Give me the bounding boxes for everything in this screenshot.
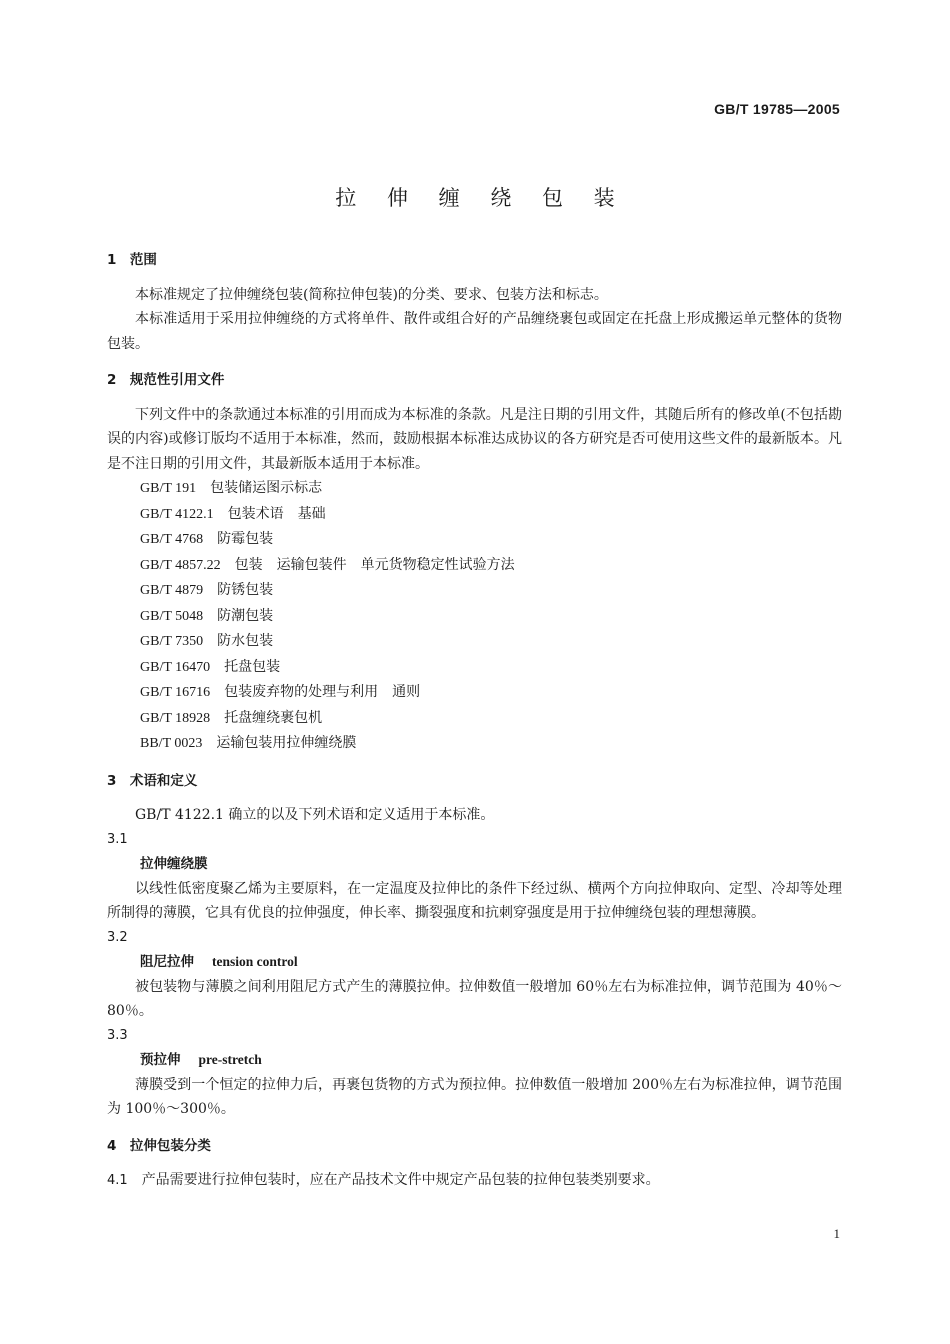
reference-title: 防霉包装 (217, 531, 274, 547)
reference-item (107, 731, 842, 757)
clause-4-1 (107, 1168, 842, 1194)
reference-item (107, 629, 842, 655)
paragraph: 本标准适用于采用拉伸缠绕的方式将单件、散件或组合好的产品缠绕裹包或固定在托盘上形成搬运单元整体的货物包装。 (107, 311, 842, 352)
term-definition: 薄膜受到一个恒定的拉伸力后，再裹包货物的方式为预拉伸。拉伸数值一般增加 200％左右为标准拉伸，调节范围为 100％～300％。 (107, 1076, 842, 1117)
reference-title: 运输包装用拉伸缠绕膜 (216, 735, 357, 751)
section-2-heading: 2 规范性引用文件 (107, 372, 225, 388)
document-title: 拉 伸 缠 绕 包 装 (335, 186, 627, 210)
term-name-zh: 拉伸缠绕膜 (140, 856, 208, 872)
reference-list (107, 476, 842, 757)
term-name (107, 950, 842, 975)
reference-code: GB/T 4122.1 (140, 506, 214, 522)
reference-item (107, 680, 842, 706)
reference-item (107, 502, 842, 528)
reference-title: 防水包装 (217, 633, 274, 649)
reference-code: GB/T 16716 (140, 685, 211, 700)
reference-item (107, 655, 842, 681)
clause-number: 4.1 (107, 1173, 128, 1188)
term-number: 3.2 (107, 929, 128, 945)
paragraph: 下列文件中的条款通过本标准的引用而成为本标准的条款。凡是注日期的引用文件，其随后所有的修改单(不包括勘误的内容)或修订版均不适用于本标准，然而，鼓励根据本标准达成协议的各方研究是否可使用这些文件的最新版本。凡是不注日期的引用文件，其最新版本适用于本标准。 (107, 406, 842, 472)
term-name-zh: 阻尼拉伸 (140, 954, 194, 970)
section-4-heading: 4 拉伸包装分类 (107, 1137, 211, 1154)
reference-item (107, 604, 842, 630)
term-name-en: tension control (212, 954, 298, 969)
reference-code: GB/T 16470 (140, 659, 211, 675)
reference-title: 包装废弃物的处理与利用 通则 (224, 684, 421, 700)
reference-item (107, 476, 842, 502)
paragraph: GB/T 4122.1 确立的以及下列术语和定义适用于本标准。 (135, 807, 495, 823)
document-id: GB/T 19785—2005 (714, 101, 840, 117)
reference-code: GB/T 4879 (140, 583, 204, 598)
reference-item (107, 527, 842, 553)
reference-title: 防锈包装 (217, 582, 274, 598)
reference-title: 托盘缠绕裹包机 (224, 709, 323, 726)
term-number: 3.3 (107, 1027, 128, 1043)
section-1-heading: 1 范围 (107, 252, 157, 268)
term-name (107, 1048, 842, 1073)
reference-title: 防潮包装 (217, 607, 274, 624)
reference-title: 包装 运输包装件 单元货物稳定性试验方法 (234, 556, 515, 573)
term-name (107, 852, 842, 877)
reference-code: GB/T 4857.22 (140, 557, 221, 573)
reference-title: 托盘包装 (224, 658, 281, 675)
reference-code: BB/T 0023 (140, 736, 203, 751)
term-name-zh: 预拉伸 (140, 1052, 181, 1068)
reference-code: GB/T 7350 (140, 634, 204, 649)
clause-text: 产品需要进行拉伸包装时，应在产品技术文件中规定产品包装的拉伸包装类别要求。 (141, 1172, 660, 1188)
section-3-heading: 3 术语和定义 (107, 772, 198, 789)
term-definition: 被包装物与薄膜之间利用阻尼方式产生的薄膜拉伸。拉伸数值一般增加 60％左右为标准拉伸，调节范围为 40％～80％。 (107, 978, 842, 1019)
page-number: 1 (833, 1226, 840, 1241)
term-number: 3.1 (107, 831, 128, 847)
reference-code: GB/T 191 (140, 481, 197, 496)
term-name-en: pre-stretch (198, 1052, 262, 1067)
reference-code: GB/T 18928 (140, 710, 211, 726)
document-body (107, 248, 842, 1194)
reference-code: GB/T 4768 (140, 532, 204, 547)
reference-item (107, 706, 842, 732)
reference-item (107, 553, 842, 579)
paragraph: 本标准规定了拉伸缠绕包装(简称拉伸包装)的分类、要求、包装方法和标志。 (135, 286, 608, 303)
reference-title: 包装术语 基础 (227, 505, 326, 522)
reference-code: GB/T 5048 (140, 608, 204, 624)
term-definition: 以线性低密度聚乙烯为主要原料，在一定温度及拉伸比的条件下经过纵、横两个方向拉伸取向、定型、冷却等处理所制得的薄膜，它具有优良的拉伸强度，伸长率、撕裂强度和抗刺穿强度是用于拉伸缠绕包装的理想薄膜。 (107, 880, 842, 921)
reference-item (107, 578, 842, 604)
reference-title: 包装储运图示标志 (210, 480, 323, 496)
